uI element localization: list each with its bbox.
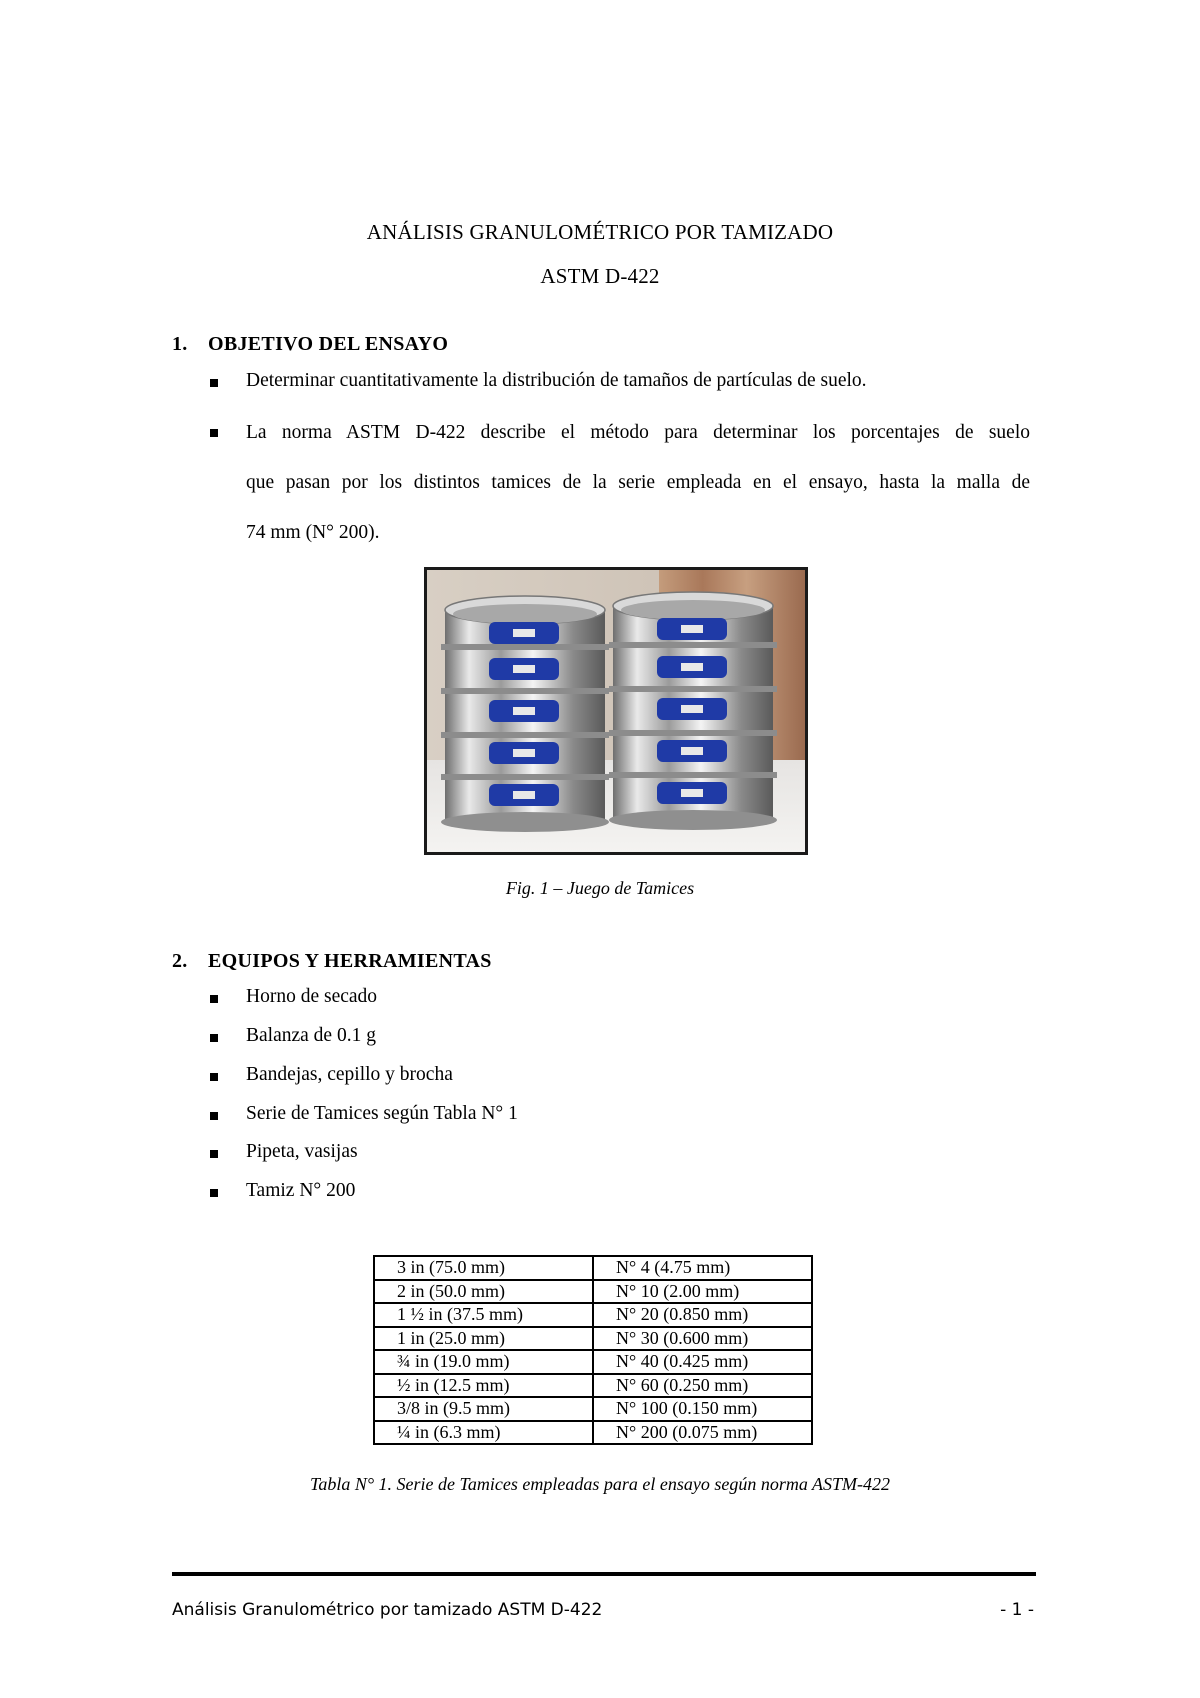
- table-cell: N° 4 (4.75 mm): [593, 1256, 812, 1280]
- section-1-number: 1.: [172, 333, 188, 355]
- footer-document-title: Análisis Granulométrico por tamizado ASTM D-422: [172, 1600, 603, 1620]
- table-cell: 3 in (75.0 mm): [374, 1256, 593, 1280]
- footer-divider: [172, 1572, 1036, 1576]
- page-number: - 1 -: [1000, 1600, 1034, 1620]
- section-2-heading: [172, 950, 492, 973]
- table-row: [374, 1256, 812, 1280]
- table-cell: 1 in (25.0 mm): [374, 1327, 593, 1351]
- table-row: [374, 1374, 812, 1398]
- table-cell: N° 10 (2.00 mm): [593, 1280, 812, 1304]
- table-cell: ¼ in (6.3 mm): [374, 1421, 593, 1445]
- table-cell: N° 60 (0.250 mm): [593, 1374, 812, 1398]
- bullet-2-line-2: que pasan por los distintos tamices de la serie empleada en el ensayo, hasta la malla de: [246, 472, 1030, 493]
- section-2-bullet-2: Balanza de 0.1 g: [246, 1025, 376, 1046]
- sieve-set-image: [427, 570, 805, 852]
- table-cell: N° 30 (0.600 mm): [593, 1327, 812, 1351]
- document-title: ANÁLISIS GRANULOMÉTRICO POR TAMIZADO: [366, 220, 834, 244]
- table-row: [374, 1303, 812, 1327]
- table-row: [374, 1280, 812, 1304]
- section-1-bullet-1: Determinar cuantitativamente la distribución de tamaños de partículas de suelo.: [246, 370, 867, 391]
- bullet-icon: [210, 995, 218, 1003]
- bullet-icon: [210, 1150, 218, 1158]
- table-cell: N° 200 (0.075 mm): [593, 1421, 812, 1445]
- section-1-title: OBJETIVO DEL ENSAYO: [208, 333, 449, 355]
- sieve-series-table: [373, 1255, 813, 1445]
- table-row: [374, 1327, 812, 1351]
- bullet-icon: [210, 1112, 218, 1120]
- table-row: [374, 1397, 812, 1421]
- document-subtitle: ASTM D-422: [540, 264, 660, 288]
- table-cell: ½ in (12.5 mm): [374, 1374, 593, 1398]
- section-2-title: EQUIPOS Y HERRAMIENTAS: [208, 950, 492, 972]
- table-cell: N° 40 (0.425 mm): [593, 1350, 812, 1374]
- section-1-bullet-2: [246, 408, 1030, 558]
- bullet-icon: [210, 1034, 218, 1042]
- table-row: [374, 1350, 812, 1374]
- table-cell: 3/8 in (9.5 mm): [374, 1397, 593, 1421]
- table-cell: N° 100 (0.150 mm): [593, 1397, 812, 1421]
- section-2-number: 2.: [172, 950, 188, 972]
- bullet-icon: [210, 1189, 218, 1197]
- table-caption: Tabla N° 1. Serie de Tamices empleadas para el ensayo según norma ASTM-422: [309, 1474, 890, 1494]
- bullet-2-line-3: 74 mm (N° 200).: [246, 522, 380, 543]
- section-2-bullet-6: Tamiz N° 200: [246, 1180, 356, 1201]
- section-1-heading: [172, 333, 448, 356]
- table-cell: 2 in (50.0 mm): [374, 1280, 593, 1304]
- section-2-bullet-1: Horno de secado: [246, 986, 378, 1007]
- bullet-icon: [210, 1073, 218, 1081]
- table-cell: ¾ in (19.0 mm): [374, 1350, 593, 1374]
- bullet-icon: [210, 379, 218, 387]
- table-row: [374, 1421, 812, 1445]
- bullet-2-line-1: La norma ASTM D-422 describe el método para determinar los porcentajes de suelo: [246, 422, 1030, 443]
- section-2-bullet-5: Pipeta, vasijas: [246, 1141, 358, 1162]
- section-2-bullet-3: Bandejas, cepillo y brocha: [246, 1064, 453, 1085]
- section-2-bullet-4: Serie de Tamices según Tabla N° 1: [246, 1103, 518, 1124]
- table-cell: 1 ½ in (37.5 mm): [374, 1303, 593, 1327]
- table-cell: N° 20 (0.850 mm): [593, 1303, 812, 1327]
- figure-caption: Fig. 1 – Juego de Tamices: [505, 878, 695, 898]
- bullet-icon: [210, 429, 218, 437]
- sieve-set-photo: [424, 567, 808, 855]
